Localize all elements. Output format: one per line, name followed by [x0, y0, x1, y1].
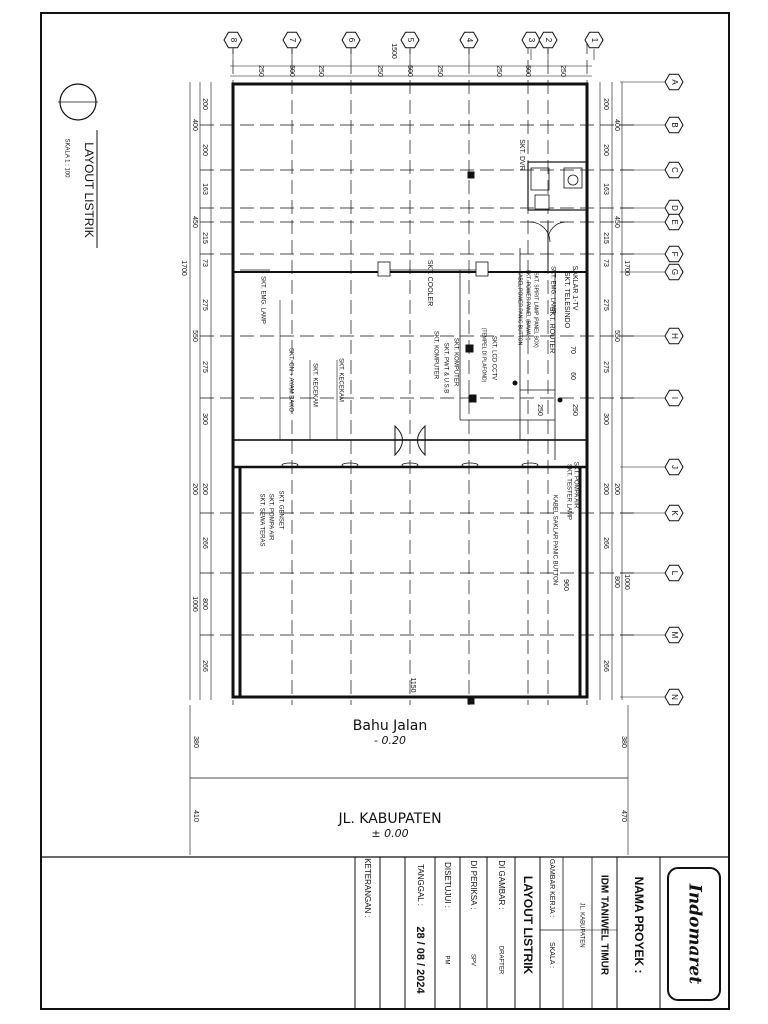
annotation-skt-kecekam-b: SKT. KECEKAM: [337, 358, 344, 402]
right-dim: 550: [613, 330, 621, 342]
left-dim: 200: [201, 98, 209, 110]
left-dim: 550: [191, 330, 199, 342]
right-dim: 266: [602, 660, 610, 672]
annotation-skt-emg-lamp-b: SKT. EMG. LAMP: [259, 276, 266, 324]
drawing-title: LAYOUT LISTRIK: [81, 142, 96, 238]
right-dim: 200: [602, 98, 610, 110]
annotation-skt-telesindo: SKT. TELESINDO: [563, 271, 571, 329]
right-dim: 200: [613, 483, 621, 495]
column-marker-1-label: 1: [589, 37, 599, 43]
door-swing: [530, 222, 550, 242]
left-total-dim: 1700: [180, 260, 188, 276]
annotation-skt-sewa-teras: SKT. SEWA TERAS: [258, 493, 265, 547]
road-dim: 380: [620, 736, 628, 748]
top-total-dim: 1500: [390, 43, 398, 59]
road-shoulder-level: - 0.20: [374, 734, 406, 747]
left-dim: 275: [201, 299, 209, 311]
notes-label: KETERANGAN :: [362, 858, 372, 918]
left-dim: 275: [201, 361, 209, 373]
left-dim: 200: [201, 483, 209, 495]
right-dim: 200: [602, 483, 610, 495]
outlet-symbol: [468, 698, 474, 704]
inner-dim: 60: [569, 372, 577, 380]
annotation-skt-router: SKT. ROUTER: [548, 306, 556, 354]
project-label: NAMA PROYEK :: [631, 876, 646, 974]
drawing-scale: SKALA 1 : 100: [63, 138, 70, 178]
column-marker-4-label: 4: [464, 37, 474, 43]
annotation-skt-pompa-air-l: SKT. POMPA AIR: [267, 493, 274, 541]
right-dim: 800: [613, 576, 621, 588]
project-name: IDM TANIWEL TIMUR: [598, 874, 610, 976]
row-marker-D-label: D: [669, 205, 679, 211]
inner-dim: 70: [569, 346, 577, 354]
sheet-title: LAYOUT LISTRIK: [520, 875, 535, 975]
column-marker-6-label: 6: [346, 37, 356, 43]
road-dim: 410: [192, 810, 200, 822]
left-dim: 73: [201, 259, 209, 267]
annotation-skt-dvr: SKT. DVR: [518, 139, 526, 171]
drawn-label: DI GAMBAR :: [496, 860, 506, 910]
column-marker-3-label: 3: [526, 37, 536, 43]
annotation-skt-komputer-b: SKT. KOMPUTER: [432, 330, 439, 380]
top-dim: 500: [288, 65, 296, 77]
column-marker-5-label: 5: [405, 37, 415, 43]
annotation-skt-genset: SKT. GENSET: [277, 490, 284, 530]
row-marker-K-label: K: [669, 510, 679, 516]
door-swing: [548, 222, 565, 240]
row-marker-N-label: N: [669, 694, 679, 700]
column-marker-7-label: 7: [287, 37, 297, 43]
annotation-skt-pompa-air-r: SKT. POMPA AIR: [572, 461, 579, 509]
annotation-saklar: SAKLAR 1-TV: [571, 265, 579, 311]
left-dim: 1000: [191, 596, 199, 612]
top-dim: 250: [436, 65, 444, 77]
row-marker-G-label: G: [669, 268, 679, 276]
left-dim: 200: [191, 483, 199, 495]
top-dim: 500: [406, 65, 414, 77]
annotation-tempel: (TEMPEL DI PLAFOND): [480, 327, 487, 383]
left-dim: 400: [191, 119, 199, 131]
toilet-bowl: [568, 175, 578, 185]
outlet-symbol: [466, 345, 473, 352]
annotation-skt-cooler: SKT. COOLER: [426, 259, 434, 307]
annotation-skt-pwt: SKT. PWT & U.S.B: [442, 342, 449, 394]
left-dim: 800: [201, 598, 209, 610]
right-dim: 450: [613, 216, 621, 228]
row-marker-B-label: B: [669, 122, 679, 128]
logo-text: Indomaret: [684, 883, 705, 985]
row-marker-F-label: F: [669, 251, 679, 257]
road-label: [320, 811, 460, 840]
cooler-symbol: [476, 262, 488, 276]
left-dim: 200: [201, 144, 209, 156]
column-marker-8-label: 8: [228, 37, 238, 43]
row-marker-L-label: L: [669, 570, 679, 576]
annotation-skt-sp: SKT. SPIRIT LAMP (PANEL BOX): [532, 272, 539, 348]
right-dim: 266: [602, 537, 610, 549]
outlet-symbol: [468, 172, 474, 178]
top-dim: 250: [317, 65, 325, 77]
checked-label: DI PERIKSA :: [468, 860, 478, 910]
row-marker-C-label: C: [669, 167, 679, 173]
right-dim: 200: [602, 144, 610, 156]
top-dim: 250: [257, 65, 265, 77]
row-marker-M-label: M: [669, 631, 679, 639]
right-total-dim: 1700: [623, 260, 631, 276]
drawn-value: DRAFTER: [497, 945, 504, 975]
scale-label: SKALA :: [548, 941, 556, 969]
right-dim: 400: [613, 119, 621, 131]
row-marker-E-label: E: [669, 219, 679, 225]
right-dim: 300: [602, 413, 610, 425]
right-dim: 275: [602, 299, 610, 311]
date-label: TANGGAL :: [415, 864, 425, 906]
row-marker-J-label: J: [669, 465, 679, 469]
row-marker-H-label: H: [669, 333, 679, 339]
inner-dim: 250: [571, 404, 579, 416]
inner-dim: 1150: [409, 677, 417, 693]
checked-value: SPV: [469, 953, 476, 967]
road-shoulder-name: Bahu Jalan: [352, 718, 428, 734]
road-dim: 380: [192, 736, 200, 748]
left-dim: 266: [201, 537, 209, 549]
row-marker-I-label: I: [669, 396, 679, 400]
right-dim: 215: [602, 232, 610, 244]
approved-label: DISETUJUI :: [442, 862, 452, 908]
annotation-kabel-saklar-panic: KABEL SAKLAR PANIC BUTTON: [551, 494, 558, 586]
cooler-symbol: [378, 262, 390, 276]
top-dim: 250: [495, 65, 503, 77]
dvr-symbol: [535, 195, 549, 209]
road-dim: 470: [620, 810, 628, 822]
outlet-dot: [513, 381, 517, 385]
annotation-skt-cn: SKT. CN + AYAM BAKO: [287, 348, 294, 412]
row-marker-A-label: A: [669, 79, 679, 85]
top-dim: 250: [559, 65, 567, 77]
top-dim: 250: [376, 65, 384, 77]
left-dim: 215: [201, 232, 209, 244]
inner-dim: 960: [562, 579, 570, 591]
annotation-skt-kecekam-a: SKT. KECEKAM: [311, 363, 318, 407]
date-value: 28 / 08 / 2024: [414, 926, 427, 994]
toilet-fixture: [531, 168, 549, 190]
column-marker-2-label: 2: [543, 37, 553, 43]
left-dim: 300: [201, 413, 209, 425]
top-dim: 500: [524, 65, 532, 77]
left-dim: 450: [191, 216, 199, 228]
annotation-skt-power-panel: SKT. POWER PANEL (BAWAH): [524, 269, 531, 341]
road-level: ± 0.00: [371, 827, 409, 840]
approved-value: PM: [443, 955, 450, 965]
annotation-skt-lcd: SKT. LCD CCTV: [490, 335, 497, 381]
annotation-kabel-panic: KABEL POWER PANIC BUTTON: [516, 270, 523, 346]
right-dim: 275: [602, 361, 610, 373]
outlet-symbol: [469, 395, 476, 402]
right-dim: 1000: [623, 574, 631, 590]
annotation-skt-komputer-a: SKT. KOMPUTER: [452, 337, 459, 387]
road-shoulder-label: [330, 718, 450, 747]
annotation-skt-emg-lamp-a: SKT. EMG. LAMP: [549, 266, 556, 314]
right-dim: 163: [602, 183, 610, 195]
right-dim: 73: [602, 259, 610, 267]
left-dim: 163: [201, 183, 209, 195]
annotation-skt-tester: SKT. TESTER LAMP: [565, 464, 572, 520]
inner-dim: 250: [536, 404, 544, 416]
project-location: JL. KABUPATEN: [578, 902, 585, 948]
outlet-dot: [558, 398, 562, 402]
left-dim: 266: [201, 660, 209, 672]
road-name: JL. KABUPATEN: [338, 811, 442, 827]
work-drawing-label: GAMBAR KERJA :: [548, 858, 556, 918]
